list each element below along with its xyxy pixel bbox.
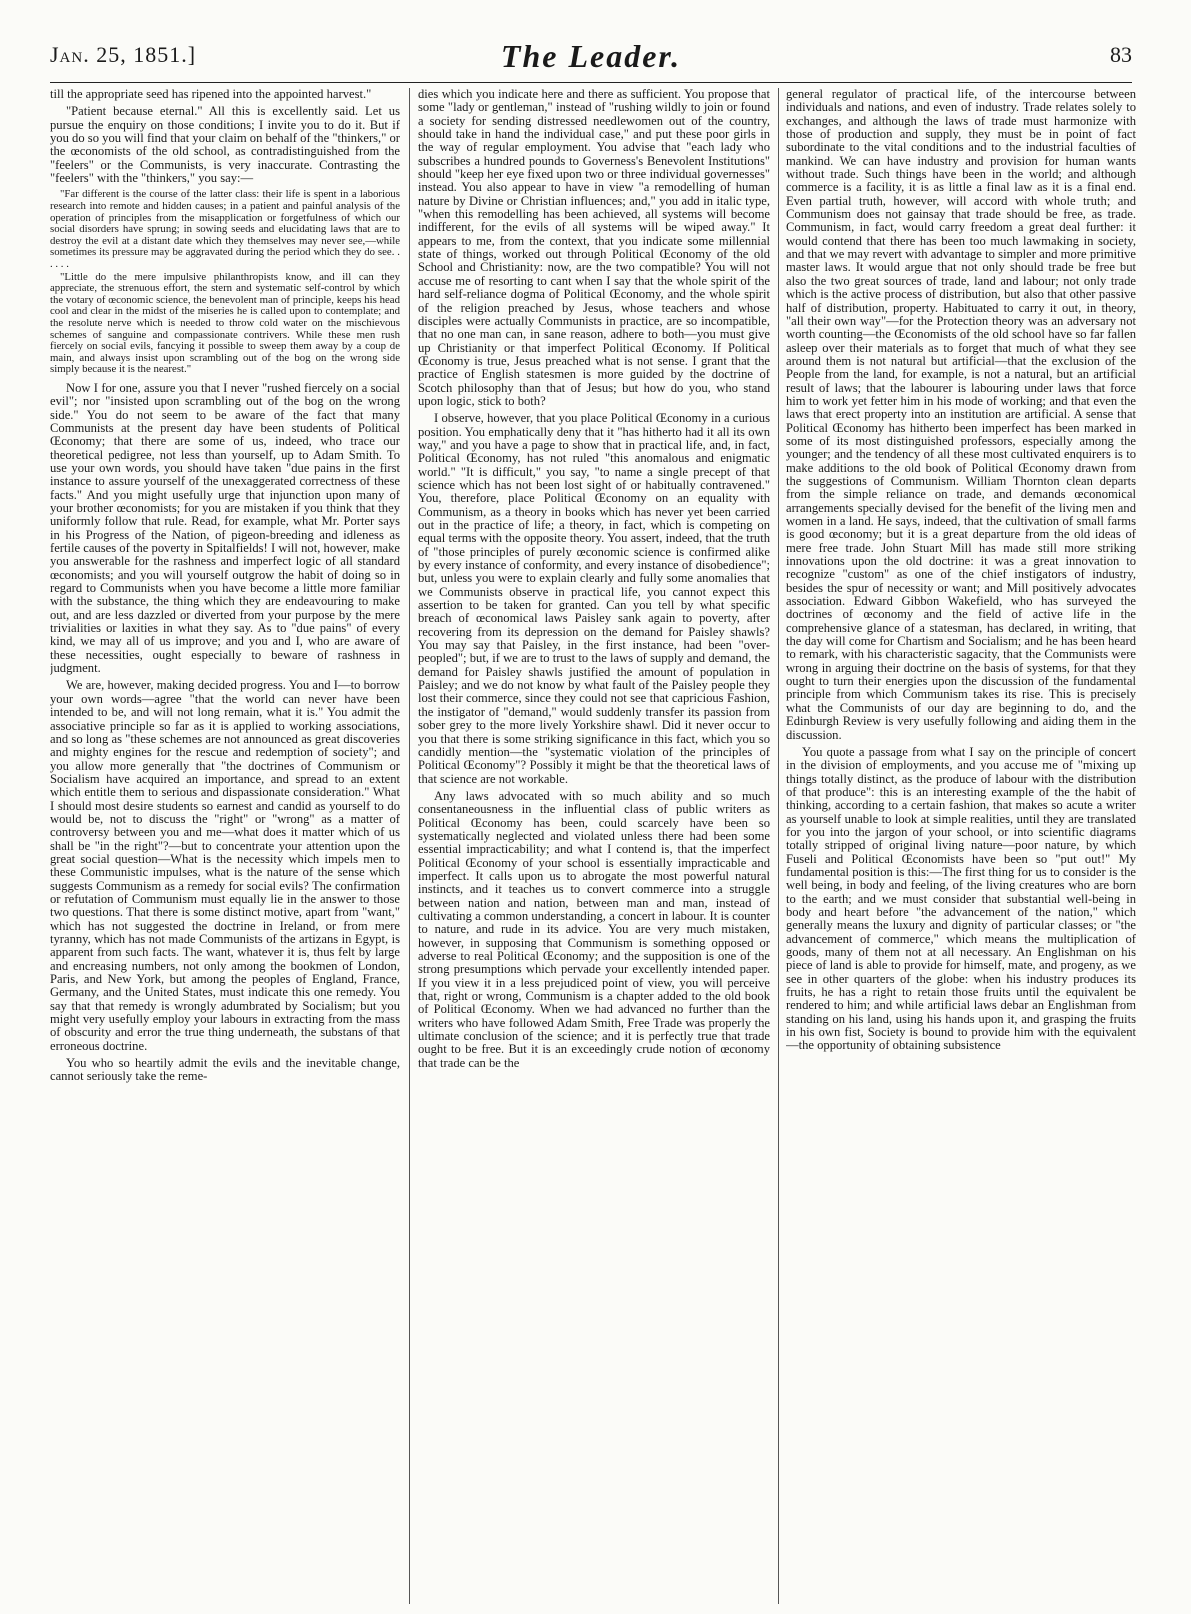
paragraph: dies which you indicate here and there as sufficient. You propose that some "lady or gentleman," instead of "rushing wildly to join or found a society for sending distressed needlewomen out of the country, should take in hand the individual case," and put these poor girls in the way of regular employment. You advise that "each lady who subscribes a hundred pounds to Governess's Benevolent Institutions" should "keep her eye fixed upon two or three individual governesses" instead. You also appear to have in view "a remodelling of human nature by Divine or Christian influences; and," you add in italic type, "when this remodelling has been achieved, all systems will become indifferent, for the evils of all systems will be wiped away." It appears to me, from the context, that you indicate some millennial state of things, worked out through Political Œconomy of the old School and Christianity: now, are the two compatible? You will not accuse me of resorting to cant when I say that the whole spirit of the hard self-reliance dogma of Political Œconomy, and the whole spirit of the religion preached by Jesus, whose teachers and whose disciples were actually Communists in practice, are so incompatible, that no one man can, in sane reason, adhere to both—you must give up Christianity or that imperfect Political Œconomy. If Political Œconomy is true, Jesus preached what is not sense. I grant that the practice of English statesmen is more guided by the doctrine of Scotch philosophy than that of Jesus; but how do you, who stand upon logic, stick to both? bbox=[418, 88, 770, 408]
header-rule bbox=[50, 82, 1132, 83]
quote-paragraph: "Little do the mere impulsive philanthropists know, and ill can they appreciate, the strenuous effort, the stern and systematic self-control by which the votary of œconomic science, the benevolent man of principle, keeps his head cool and clear in the midst of the miseries he is called upon to contemplate; and the resolute nerve which is needed to throw cold water on the mischievous schemes of sanguine and compassionate contrivers. While these men rush fiercely on social evils, fancying it possible to sweep them away by a coup de main, and always insist upon scrambling out of the bog on the wrong side simply because it is the nearest." bbox=[50, 270, 400, 376]
paragraph: You who so heartily admit the evils and the inevitable change, cannot seriously take the reme- bbox=[50, 1056, 400, 1084]
column-divider bbox=[778, 88, 779, 1604]
masthead-title: The Leader. bbox=[500, 38, 682, 74]
page-number: 83 bbox=[1110, 42, 1132, 67]
paragraph: Now I for one, assure you that I never "rushed fiercely on a social evil"; nor "insisted upon scrambling out of the bog on the wrong side." You do not seem to be aware of the fact that many Communists at the present day have been students of Political Œconomy; that there are some of us, indeed, who trace our theoretical pedigree, not less than yourself, up to Adam Smith. To use your own words, you should have taken "due pains in the first instance to assure yourself of the unexaggerated correctness of these facts." And you might usefully urge that injunction upon many of your brother œconomists; for you are mistaken if you think that they uniformly follow that rule. Read, for example, what Mr. Porter says in his Progress of the Nation, of pigeon-breeding and idleness as fertile causes of the poverty in Spitalfields! I will not, however, make you answerable for the rashness and imperfect logic of all standard œconomists; and you will yourself outgrow the habit of doing so in regard to Communists when you have become a little more familiar with the substance, the thing which they are endeavouring to make out, and are less dazzled or diverted from your purpose by the mere trivialities or laxities in what they say. As to "due pains" of every kind, we may all of us improve; and you and I, who are aware of these necessities, ought especially to beware of rashness in judgment. bbox=[50, 380, 400, 676]
page-header bbox=[50, 38, 1132, 80]
paragraph: general regulator of practical life, of the intercourse between individuals and nations, and even of industry. Trade relates solely to exchanges, and although the laws of trade must harmonize with those of production and supply, they must be in point of fact subordinate to the vital conditions and to the industrial faculties of mankind. We can have industry and provision for human wants without trade. Such things have been in the world; and although commerce is a facility, it is as little a final law as it is a final end. Even partial truth, however, will accord with whole truth; and Communism does not gainsay that trade should be free, as trade. Communism, in fact, would carry freedom a great deal further: it would contend that there has been too much lawmaking in society, and that we may revert with advantage to simpler and more primitive master laws. It would argue that not only should trade be free but also the two great sources of trade, land and labour; not only trade which is the active process of distribution, but also that other passive half of distribution, property. Habituated to carry it out, in theory, "all their own way"—for the Protection theory was an adversary not worth counting—the Œconomists of the old school have so far fallen asleep over their materials as to forget that much of what they see around them is not natural but artificial—that the exclusion of the People from the land, for example, is not a natural, but an artificial result of laws; that the labourer is labouring under laws that force him to work yet fetter him in his mode of working; and that even the laws that erect property into an institution are artificial. A sense that Political Œconomy has hitherto been imperfect has been marked in some of its most distinguished professors, especially among the younger; and the tendency of all these most cultivated enquirers is to make additions to the old book of Political Œconomy drawn from the suggestions of Communism. William Thornton clean departs from the simple reliance on trade, and demands œconomical arrangements specially devised for the benefit of the living men and women in a land. He says, indeed, that the cultivation of small farms is good œconomy; but it is a great departure from the old ideas of mere free trade. John Stuart Mill has made still more striking innovations upon the old doctrine: it was a great innovation to recognize "custom" as one of the chief instigators of industry, besides the spur of necessity or want; and Mill positively advocates association. Edward Gibbon Wakefield, who has surveyed the doctrines of œconomy and the field of active life in the comprehensive glance of a statesman, has declared, in writing, that the day will come for Chartism and Socialism; and he has been heard to remark, with his characteristic sagacity, that the Communists were wrong in arguing their doctrine on the basis of systems, for that they ought to turn their energies upon the discussion of the fundamental principle from which Communism takes its rise. This is precisely what the Communists of our day are beginning to do, and the Edinburgh Review is very usefully following and aiding them in the discussion. bbox=[786, 88, 1136, 742]
quote-paragraph: "Far different is the course of the latter class: their life is spent in a laborious research into remote and hidden causes; in a patient and painful analysis of the operation of principles from the misapplication or forgetfulness of which our social disorders have sprung; in sowing seeds and elucidating laws that are to destroy the evil at a distant date which they themselves may never see,—while sometimes its pressure may be aggravated during the period which they do see. . . . . . bbox=[50, 188, 400, 270]
header-date: Jan. 25, 1851.] bbox=[50, 42, 197, 67]
paragraph: Any laws advocated with so much ability and so much consentaneousness in the influential class of public writers as Political Œconomy has been, could scarcely have been so systematically neglected and violated unless there had been some essential impracticability; and what I contend is, that the imperfect Political Œconomy of your school is essentially impracticable and imperfect. It calls upon us to abrogate the most powerful natural instincts, and it teaches us to convert commerce into a struggle between nation and nation, between man and man, instead of cultivating a common understanding, a concert in labour. It is counter to nature, and rude in its advice. You are very much mistaken, however, in supposing that Communism is something opposed or adverse to real Political Œconomy; and the supposition is one of the strong presumptions which pervade your excellently intended paper. If you view it in a less prejudiced point of view, you will perceive that, right or wrong, Communism is a chapter added to the old book of Political Œconomy. When we had advanced no further than the writers who have followed Adam Smith, Free Trade was properly the ultimate conclusion of the science; and it is perfectly true that trade ought to be free. But it is an exceedingly crude notion of œconomy that trade can be the bbox=[418, 788, 770, 1070]
block-quote bbox=[50, 189, 400, 376]
column-3 bbox=[786, 88, 1136, 1604]
paragraph: I observe, however, that you place Political Œconomy in a curious position. You emphatically deny that it "has hitherto had it all its own way," and you have a page to show that in practical life, and, in fact, Political Œconomy, has not ruled "this anomalous and enigmatic world." "It is difficult," you say, "to name a single precept of that science which has not been lost sight of or habitually contravened." You, therefore, place Political Œconomy on an equality with Communism, as a theory in books which has never yet been carried out in the practice of life; a theory, in fact, which is competing on equal terms with the opposite theory. You assert, indeed, that the truth of "those principles of purely œconomic science is confirmed alike by every instance of conformity, and every instance of disobedience"; but, unless you were to explain clearly and fully some anomalies that we Communists observe in practical life, you cannot expect this assertion to be taken for granted. Can you tell by what specific breach of œconomical laws Paisley sank again to poverty, after recovering from its depression on the demand for Paisley shawls? You may say that Paisley, in the first instance, had been "over-peopled"; but, if we are to trust to the laws of supply and demand, the demand for Paisley shawls justified the amount of population in Paisley; and we do not know by what fault of the Paisley people they lost their commerce, since they could not see that capricious Fashion, the instigator of "demand," would suddenly transfer its passion from sober grey to the more lively Yorkshire shawl. Did it never occur to you that there is some striking significance in this fact, which you so candidly mention—the "systematic violation of the principles of Political Œconomy"? Possibly it might be that the theoretical laws of that science are not workable. bbox=[418, 411, 770, 786]
column-2 bbox=[418, 88, 770, 1604]
paragraph: We are, however, making decided progress. You and I—to borrow your own words—agree "that the world can never have been intended to be, and will not long remain, what it is." You admit the associative principle so far as it is applied to working associations, and so long as "these schemes are not announced as great discoveries and mighty engines for the rescue and redemption of society"; and you allow more generally that "the doctrines of Communism or Socialism have acquired an importance, and spread to an extent which entitle them to serious and dispassionate consideration." What I should most desire students so earnest and candid as yourself to do would be, not to discuss the "right" or "wrong" as a matter of controversy between you and me—what does it matter which of us shall be "in the right"?—but to concentrate your attention upon the great social question—What is the necessity which impels men to these Communistic impulses, what is the nature of the sense which suggests Communism as a remedy for social evils? The confirmation or refutation of Communism must equally lie in the answer to those two questions. That there is some distinct motive, apart from "want," which has not suggested the doctrine in Ireland, or from mere tyranny, which has not made Communists of the artizans in Egypt, is apparent from such facts. The want, whatever it is, thus felt by large and encreasing numbers, not only among the bookmen of London, Paris, and New York, but among the peoples of England, France, Germany, and the United States, must indicate this one remedy. You say that that remedy is wrongly adumbrated by Socialism; but you might very usefully employ your labours in extracting from the mass of obscurity and error the true thing underneath, the substans of that erroneous doctrine. bbox=[50, 678, 400, 1053]
paragraph: "Patient because eternal." All this is excellently said. Let us pursue the enquiry on those conditions; I invite you to do it. But if you do so you will find that your claim on behalf of the "thinkers," or the œconomists of the old school, as contradistinguished from the "feelers" or the Communists, is very inaccurate. Contrasting the "feelers" with the "thinkers," you say:— bbox=[50, 104, 400, 186]
column-1 bbox=[50, 88, 400, 1604]
paragraph: You quote a passage from what I say on the principle of concert in the division of employments, and you accuse me of "mixing up things totally distinct, as the produce of labour with the distribution of that produce": this is an interesting example of the the habit of thinking, according to a certain fashion, that makes so acute a writer as yourself unable to look at simple realities, until they are translated for you into the jargon of your school, or into scientific diagrams totally stripped of original living nature—poor nature, by which Fuseli and Political Œconomists have been so "put out!" My fundamental position is this:—The first thing for us to consider is the well being, in body and feeling, of the living creatures who are born to the earth; and we must consider that substantial well-being in body and heart before "the advancement of the nation," which generally means the luxury and dignity of particular classes; or "the advancement of commerce," which means the multiplication of goods, many of them not at all necessary. An Englishman on his piece of land is able to provide for himself, mate, and progeny, as we see in other quarters of the globe: when his industry produces its fruits, he has a right to retain those fruits until the equivalent be rendered to him; and while artificial laws debar an Englishman from standing on his land, using his hands upon it, and grasping the fruits in his own fist, Society is bound to provide him with the equivalent—the opportunity of obtaining subsistence bbox=[786, 744, 1136, 1053]
paragraph: till the appropriate seed has ripened into the appointed harvest." bbox=[50, 88, 372, 101]
column-divider bbox=[409, 88, 410, 1604]
